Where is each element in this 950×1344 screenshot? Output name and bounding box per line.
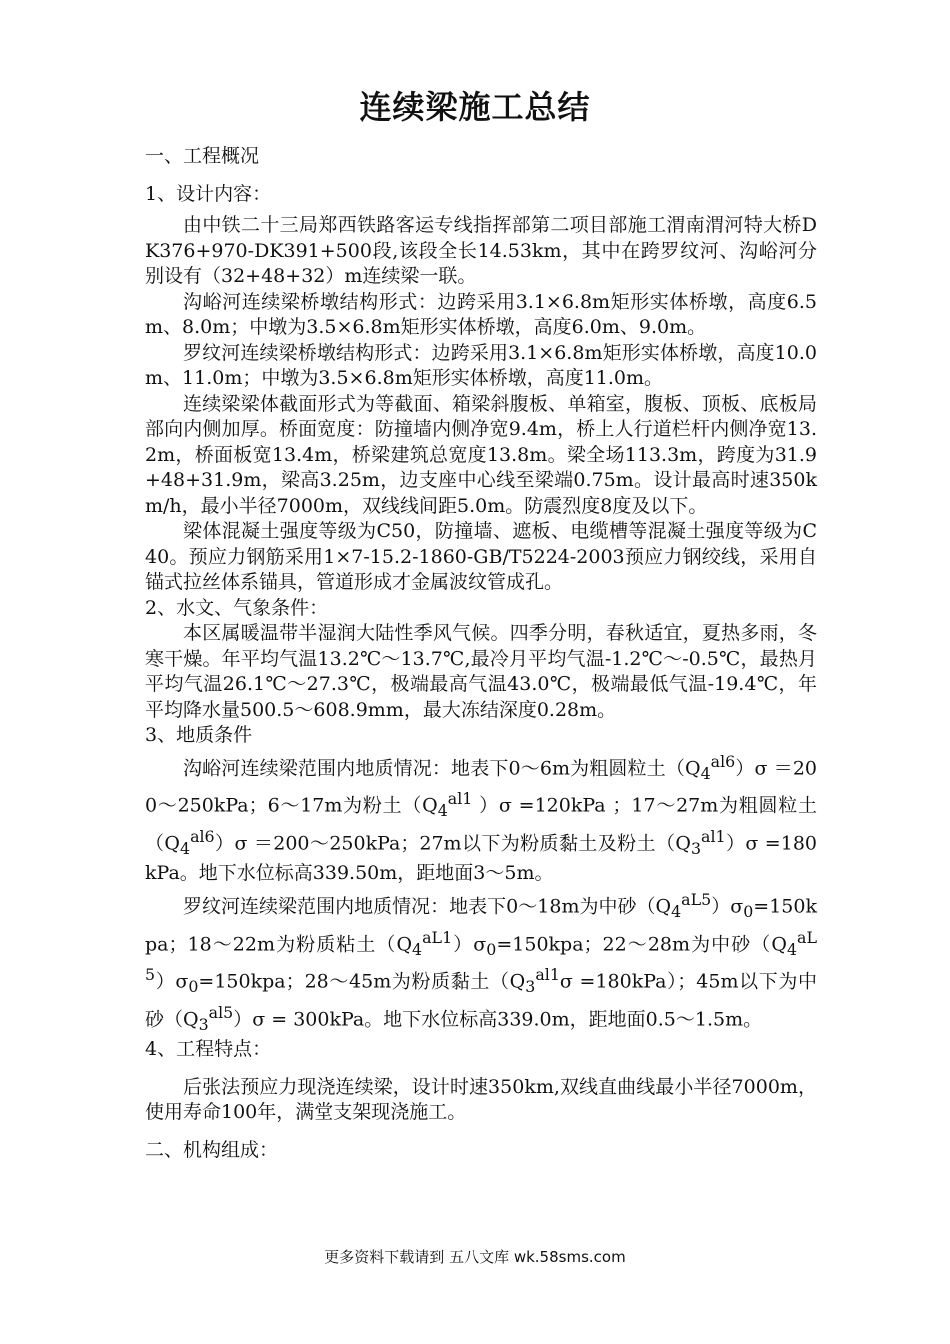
spacer bbox=[145, 1063, 817, 1075]
paragraph-geology-1: 沟峪河连续梁范围内地质情况：地表下0～6m为粗圆粒土$(Q_4^{al6})\sigma$ ＝200～250kPa；6～17m为粉土（$Q_4^{al1}$ ）σ =120kPa ；17～27m为粗圆粒土$(Q_4^{al6})\sigma$ ＝200～250kPa；27m以下为粉质黏土及粉土$(Q_3^{al1})\sigma =180kPa$。地下水位标高339.50m，距地面3～5m。 bbox=[145, 751, 818, 885]
subheading-design: 1、设计内容： bbox=[145, 182, 272, 205]
section-heading-organization: 二、机构组成： bbox=[145, 1138, 279, 1161]
paragraph-features: 后张法预应力现浇连续梁，设计时速350km,双线直曲线最小半径7000m，使用寿命100年，满堂支架现浇施工。 bbox=[145, 1075, 817, 1124]
paragraph-design-1: 由中铁二十三局郑西铁路客运专线指挥部第二项目部施工渭南渭河特大桥DK376+970-DK391+500段,该段全长14.53km，其中在跨罗纹河、沟峪河分别设有（32+48+32）m连续梁一联。 bbox=[145, 214, 817, 287]
paragraph-design-3: 罗纹河连续梁桥墩结构形式：边跨采用3.1×6.8m矩形实体桥墩，高度10.0m、11.0m；中墩为3.5×6.8m矩形实体桥墩，高度11.0m。 bbox=[145, 341, 817, 389]
paragraph-design-2: 沟峪河连续梁桥墩结构形式：边跨采用3.1×6.8m矩形实体桥墩，高度6.5m、8.0m；中墩为3.5×6.8m矩形实体桥墩，高度6.0m、9.0m。 bbox=[145, 290, 817, 338]
subheading-geology: 3、地质条件 bbox=[145, 724, 253, 746]
document-title: 连续梁施工总结 bbox=[359, 88, 591, 126]
section-heading-overview: 一、工程概况 bbox=[145, 145, 260, 167]
spacer bbox=[145, 1126, 817, 1138]
subheading-features: 4、工程特点： bbox=[145, 1038, 272, 1061]
paragraph-design-5: 梁体混凝土强度等级为C50，防撞墙、遮板、电缆槽等混凝土强度等级为C40。预应力钢筋采用1×7-15.2-1860-GB/T5224-2003预应力钢绞线，采用自锚式拉丝体系锚具，管道形成才金属波纹管成孔。 bbox=[145, 520, 817, 593]
paragraph-design-4: 连续梁梁体截面形式为等截面、箱梁斜腹板、单箱室，腹板、顶板、底板局部向内侧加厚。桥面宽度：防撞墙内侧净宽9.4m，桥上人行道栏杆内侧净宽13.2m，桥面板宽13.4m，桥梁建筑总宽度13.8m。梁全场113.3m，跨度为31.9+48+31.9m，梁高3.25m，边支座中心线至梁端0.75m。设计最高时速350km/h，最小半径7000m，双线线间距5.0m。防震烈度8度及以下。 bbox=[145, 392, 817, 517]
document-body bbox=[145, 138, 817, 1163]
paragraph-hydrology: 本区属暖温带半湿润大陆性季风气候。四季分明，春秋适宜，夏热多雨，冬寒干燥。年平均气温13.2℃～13.7℃,最冷月平均气温-1.2℃～-0.5℃，最热月平均气温26.1℃～27.3℃，极端最高气温43.0℃，极端最低气温-19.4℃，年平均降水量500.5～608.9mm，最大冻结深度0.28m。 bbox=[145, 622, 817, 721]
subheading-hydrology: 2、水文、气象条件： bbox=[145, 596, 329, 619]
paragraph-geology-2: 罗纹河连续梁范围内地质情况：地表下0～18m为中砂$(Q_4^{aL5})\sigma_0=150kpa$；18～22m为粉质粘土$(Q_4^{aL1})\sigma_0=150kpa$；22～28m为中砂$(Q_4^{aL5})\sigma_0=150kpa$；28～45m为粉质黏土$(Q_3^{al1}\sigma =180kPa)$；45m以下为中砂$(Q_3^{al5})\sigma = 300kPa$。地下水位标高339.0m，距地面0.5～1.5m。 bbox=[145, 889, 817, 1034]
footer-download-link[interactable]: 更多资料下载请到 五八文库 wk.58sms.com bbox=[324, 1248, 626, 1266]
